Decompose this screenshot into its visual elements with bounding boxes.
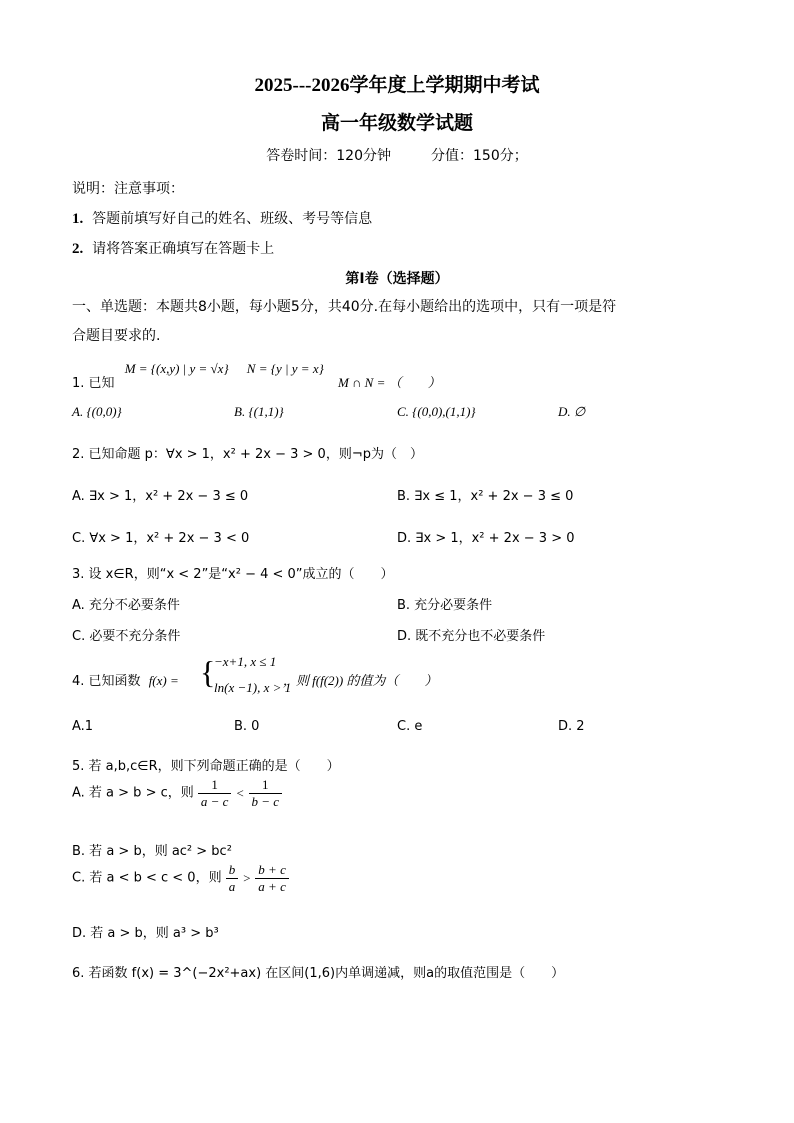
q4-case1: −x+1, x ≤ 1 [214,654,277,669]
q5-a-frac2: $\frac{1}{b - c}$ [249,777,283,810]
q4-option-a: A.1 [72,719,94,734]
q4-option-b: B. 0 [234,719,260,734]
q2-option-d: D. ∃x > 1，x² + 2x − 3 > 0 [397,531,575,546]
q4-func: f(x) = [148,673,179,688]
q4-label: 4. 已知函数 [72,674,141,689]
score-label: 分值：150分； [431,148,528,164]
q1-option-d: D. ∅ [558,404,586,419]
q4-ask: ，则 f(f(2)) 的值为（ ） [282,673,438,688]
q1-ask: M ∩ N = （ ） [337,375,441,390]
section-title: 第Ⅰ卷（选择题） [345,271,449,287]
q3-option-b: B. 充分必要条件 [397,598,493,613]
q2-option-c: C. ∀x > 1，x² + 2x − 3 < 0 [72,531,250,546]
q4-option-c: C. e [397,719,423,734]
q1-option-a: A. {(0,0)} [72,404,122,419]
q2-option-a: A. ∃x > 1，x² + 2x − 3 ≤ 0 [72,489,249,504]
time-label: 答卷时间：120分钟 [266,148,391,164]
q4-case2: ln(x −1), x > 1 [214,680,292,695]
q5-c-frac1: $\frac{b}{a}$ [226,862,239,895]
q5-option-b: B. 若 a > b，则 ac² > bc² [72,844,232,859]
q1-set-n: N = {y | y = x} [246,361,324,376]
q5-option-d: D. 若 a > b，则 a³ > b³ [72,926,219,941]
q5-option-c: C. 若 a < b < c < 0，则 $\frac{b}{a}$ > $\frac{b + c}{a + c}$ [72,862,289,895]
q3-option-a: A. 充分不必要条件 [72,598,180,613]
q3-option-c: C. 必要不充分条件 [72,629,181,644]
q2-option-b: B. ∃x ≤ 1，x² + 2x − 3 ≤ 0 [397,489,574,504]
q1-set-m: M = {(x,y) | y = √x} [124,361,229,376]
q3-stem: 3. 设 x∈R，则“x < 2”是“x² − 4 < 0”成立的（ ） [72,567,394,582]
q2-stem: 2. 已知命题 p：∀x > 1，x² + 2x − 3 > 0，则¬p为（ ） [72,447,423,462]
note-item-1: 1. 答题前填写好自己的姓名、班级、考号等信息 [72,211,373,227]
q1-option-c: C. {(0,0),(1,1)} [397,404,476,419]
q3-option-d: D. 既不充分也不必要条件 [397,629,546,644]
q5-stem: 5. 若 a,b,c∈R，则下列命题正确的是（ ） [72,759,340,774]
exam-meta [0,145,794,165]
section-instruction-line1: 一、单选题：本题共8小题，每小题5分，共40分.在每小题给出的选项中，只有一项是符 [72,299,617,315]
q1-stem [72,361,441,391]
q5-c-frac2: $\frac{b + c}{a + c}$ [255,862,289,895]
section-instruction-line2: 合题目要求的. [72,328,161,344]
note-item-2: 2. 请将答案正确填写在答题卡上 [72,241,275,257]
exam-title-line2: 高一年级数学试题 [320,112,473,134]
exam-title-line1: 2025---2026学年度上学期期中考试 [254,75,540,96]
q5-option-a: A. 若 a > b > c，则 $\frac{1}{a - c}$ < $\frac{1}{b - c}$ [72,777,282,810]
q6-stem: 6. 若函数 f(x) = 3^(−2x²+ax) 在区间(1,6)内单调递减，则a的取值范围是（ ） [72,966,565,981]
q4-brace: { [200,654,216,690]
notes-heading: 说明：注意事项： [72,181,184,197]
q1-label: 1. 已知 [72,376,115,391]
q4-option-d: D. 2 [558,719,585,734]
q1-option-b: B. {(1,1)} [234,404,284,419]
q5-a-frac1: $\frac{1}{a - c}$ [198,777,232,810]
